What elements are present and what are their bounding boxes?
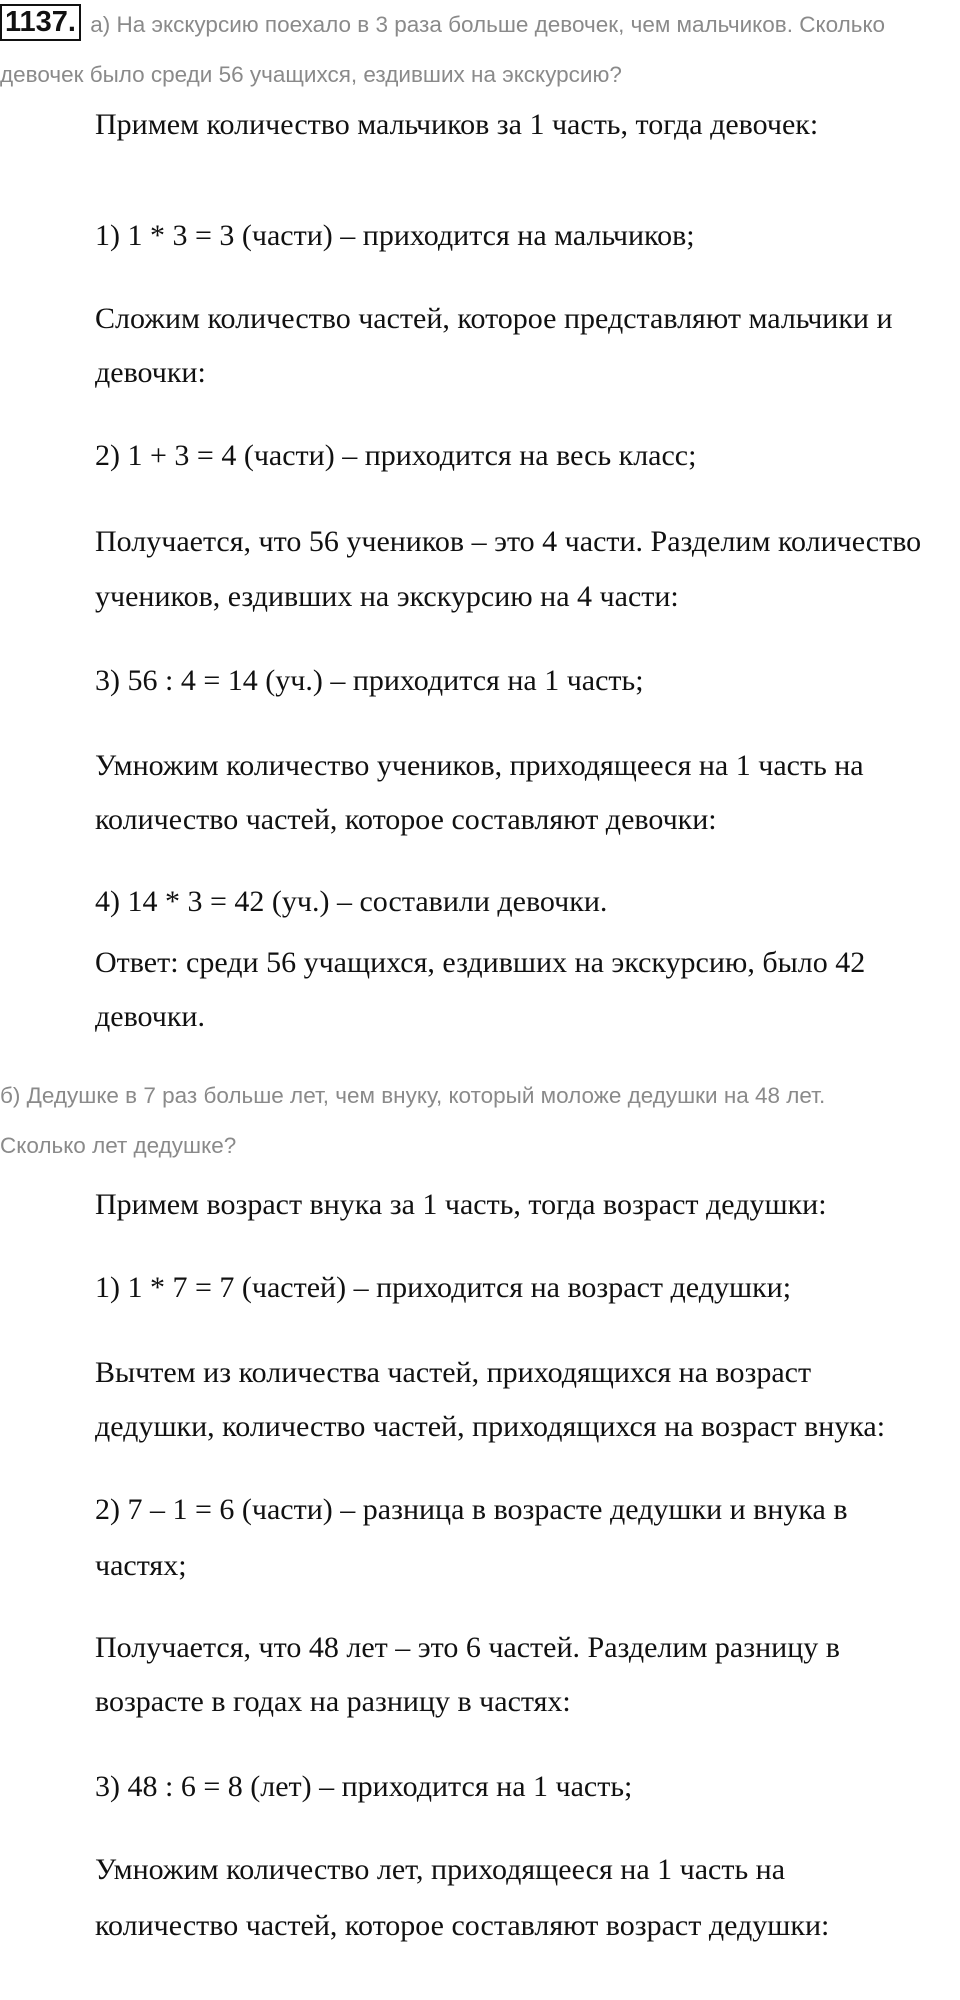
solution-b-line: Примем возраст внука за 1 часть, тогда возраст дедушки: [95,1188,827,1221]
solution-b-line: количество частей, которое составляют возраст дедушки: [95,1909,830,1942]
solution-a-line: 1) 1 * 3 = 3 (части) – приходится на мальчиков; [95,219,695,252]
solution-a-line: Сложим количество частей, которое представляют мальчики и [95,302,893,335]
solution-b-line: Вычтем из количества частей, приходящихся на возраст [95,1356,812,1389]
solution-a-line: Умножим количество учеников, приходящееся на 1 часть на [95,749,864,782]
problem-a-line-2: девочек было среди 56 учащихся, ездивших на экскурсию? [0,62,622,87]
solution-a-line: учеников, ездивших на экскурсию на 4 части: [95,580,679,613]
solution-b-line: 3) 48 : 6 = 8 (лет) – приходится на 1 часть; [95,1770,633,1803]
solution-a-line: количество частей, которое составляют девочки: [95,803,717,836]
answer-a-line: девочки. [95,1000,205,1033]
solution-a-line: Примем количество мальчиков за 1 часть, тогда девочек: [95,108,819,141]
solution-a-line: 4) 14 * 3 = 42 (уч.) – составили девочки. [95,885,608,918]
solution-a-line: девочки: [95,356,206,389]
solution-b-line: возрасте в годах на разницу в частях: [95,1685,571,1718]
problem-b-statement [0,1071,956,1171]
problem-a-line-1: а) На экскурсию поехало в 3 раза больше девочек, чем мальчиков. Сколько [83,12,886,37]
answer-a-line: Ответ: среди 56 учащихся, ездивших на экскурсию, было 42 [95,946,866,979]
solution-a-line: 3) 56 : 4 = 14 (уч.) – приходится на 1 часть; [95,664,644,697]
problem-number: 1137. [0,4,81,41]
solution-a-line: Получается, что 56 учеников – это 4 части. Разделим количество [95,525,922,558]
problem-b-line-2: Сколько лет дедушке? [0,1133,237,1158]
solution-b-line: 2) 7 – 1 = 6 (части) – разница в возрасте дедушки и внука в [95,1493,848,1526]
problem-b-line-1: б) Дедушке в 7 раз больше лет, чем внуку, который моложе дедушки на 48 лет. [0,1083,826,1108]
solution-b-line: Получается, что 48 лет – это 6 частей. Разделим разницу в [95,1631,840,1664]
solution-a-line: 2) 1 + 3 = 4 (части) – приходится на весь класс; [95,439,697,472]
problem-a-statement [0,0,956,100]
solution-b-line: дедушки, количество частей, приходящихся на возраст внука: [95,1410,886,1443]
solution-b-line: Умножим количество лет, приходящееся на 1 часть на [95,1853,786,1886]
solution-b-line: частях; [95,1549,187,1582]
solution-b-line: 1) 1 * 7 = 7 (частей) – приходится на возраст дедушки; [95,1271,792,1304]
